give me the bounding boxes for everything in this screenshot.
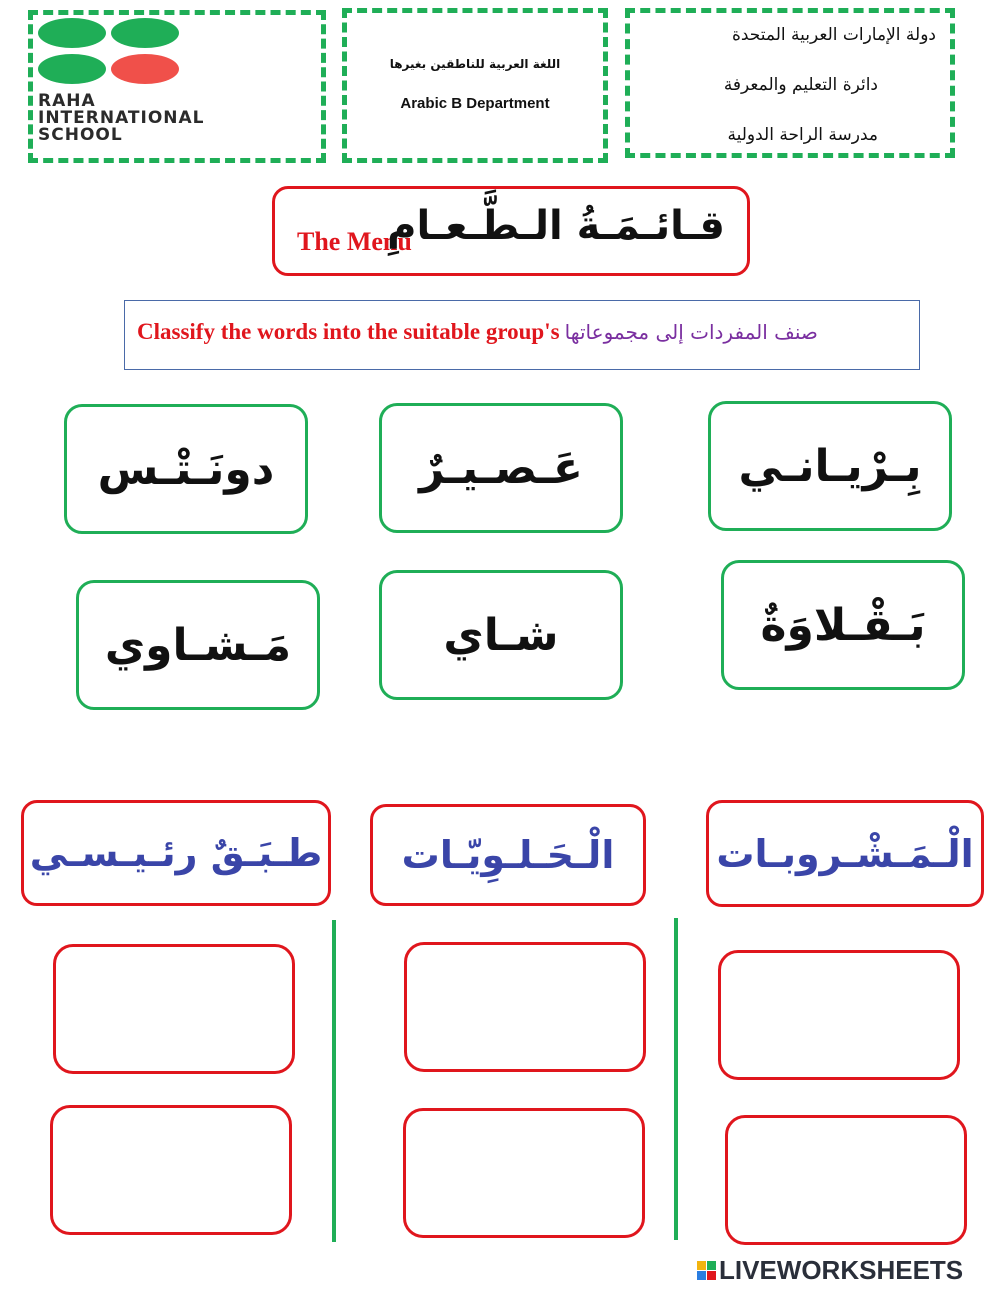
word-card-grills[interactable]: مَـشـاوي [76, 580, 320, 710]
word-card-biryani[interactable]: بِـرْيـانـي [708, 401, 952, 531]
instruction-arabic: صنف المفردات إلى مجموعاتها [564, 320, 818, 344]
department-box [342, 8, 608, 163]
drop-box-desserts-2[interactable] [403, 1108, 645, 1238]
group-main-dish: طـبَـقٌ رئـيـسـي [21, 800, 331, 906]
logo-dot-green-3 [38, 54, 106, 84]
column-divider-right [674, 918, 678, 1240]
word-card-tea[interactable]: شـاي [379, 570, 623, 700]
logo-dot-green-2 [111, 18, 179, 48]
logo-box [28, 10, 326, 163]
drop-box-drinks-1[interactable] [718, 950, 960, 1080]
word-card-juice[interactable]: عَـصـيـرٌ [379, 403, 623, 533]
word-card-donuts[interactable]: دونَـتْـس [64, 404, 308, 534]
department-arabic: اللغة العربية للناطقين بغيرها [389, 57, 561, 71]
title-box [272, 186, 750, 276]
logo-text-3: SCHOOL [38, 125, 123, 145]
word-card-baklava[interactable]: بَـقْـلاوَةٌ [721, 560, 965, 690]
title-arabic: قـائـمَـةُ الـطَّـعـامِ [387, 203, 725, 249]
department-english: Arabic B Department [400, 95, 550, 112]
authority-line-2: دائرة التعليم والمعرفة [723, 75, 878, 95]
drop-box-drinks-2[interactable] [725, 1115, 967, 1245]
logo-dot-red [111, 54, 179, 84]
logo-text-2: INTERNATIONAL [38, 108, 205, 128]
drop-box-main-dish-1[interactable] [53, 944, 295, 1074]
liveworksheets-icon [697, 1261, 716, 1280]
authority-line-1: دولة الإمارات العربية المتحدة [731, 25, 936, 45]
column-divider-left [332, 920, 336, 1242]
title-english: The Menu [297, 227, 412, 256]
liveworksheets-text: LIVEWORKSHEETS [719, 1254, 964, 1285]
instruction-box [124, 300, 920, 370]
authority-line-3: مدرسة الراحة الدولية [727, 125, 878, 145]
logo-text-1: RAHA [38, 91, 96, 111]
group-desserts: الْـحَـلـوِيّـات [370, 804, 646, 906]
liveworksheets-logo [697, 1256, 963, 1284]
instruction-english: Classify the words into the suitable group's [137, 319, 560, 344]
drop-box-desserts-1[interactable] [404, 942, 646, 1072]
drop-box-main-dish-2[interactable] [50, 1105, 292, 1235]
authority-box [625, 8, 955, 158]
instruction-text [137, 319, 818, 345]
group-drinks: الْـمَـشْـروبـات [706, 800, 984, 907]
logo-dot-green-1 [38, 18, 106, 48]
